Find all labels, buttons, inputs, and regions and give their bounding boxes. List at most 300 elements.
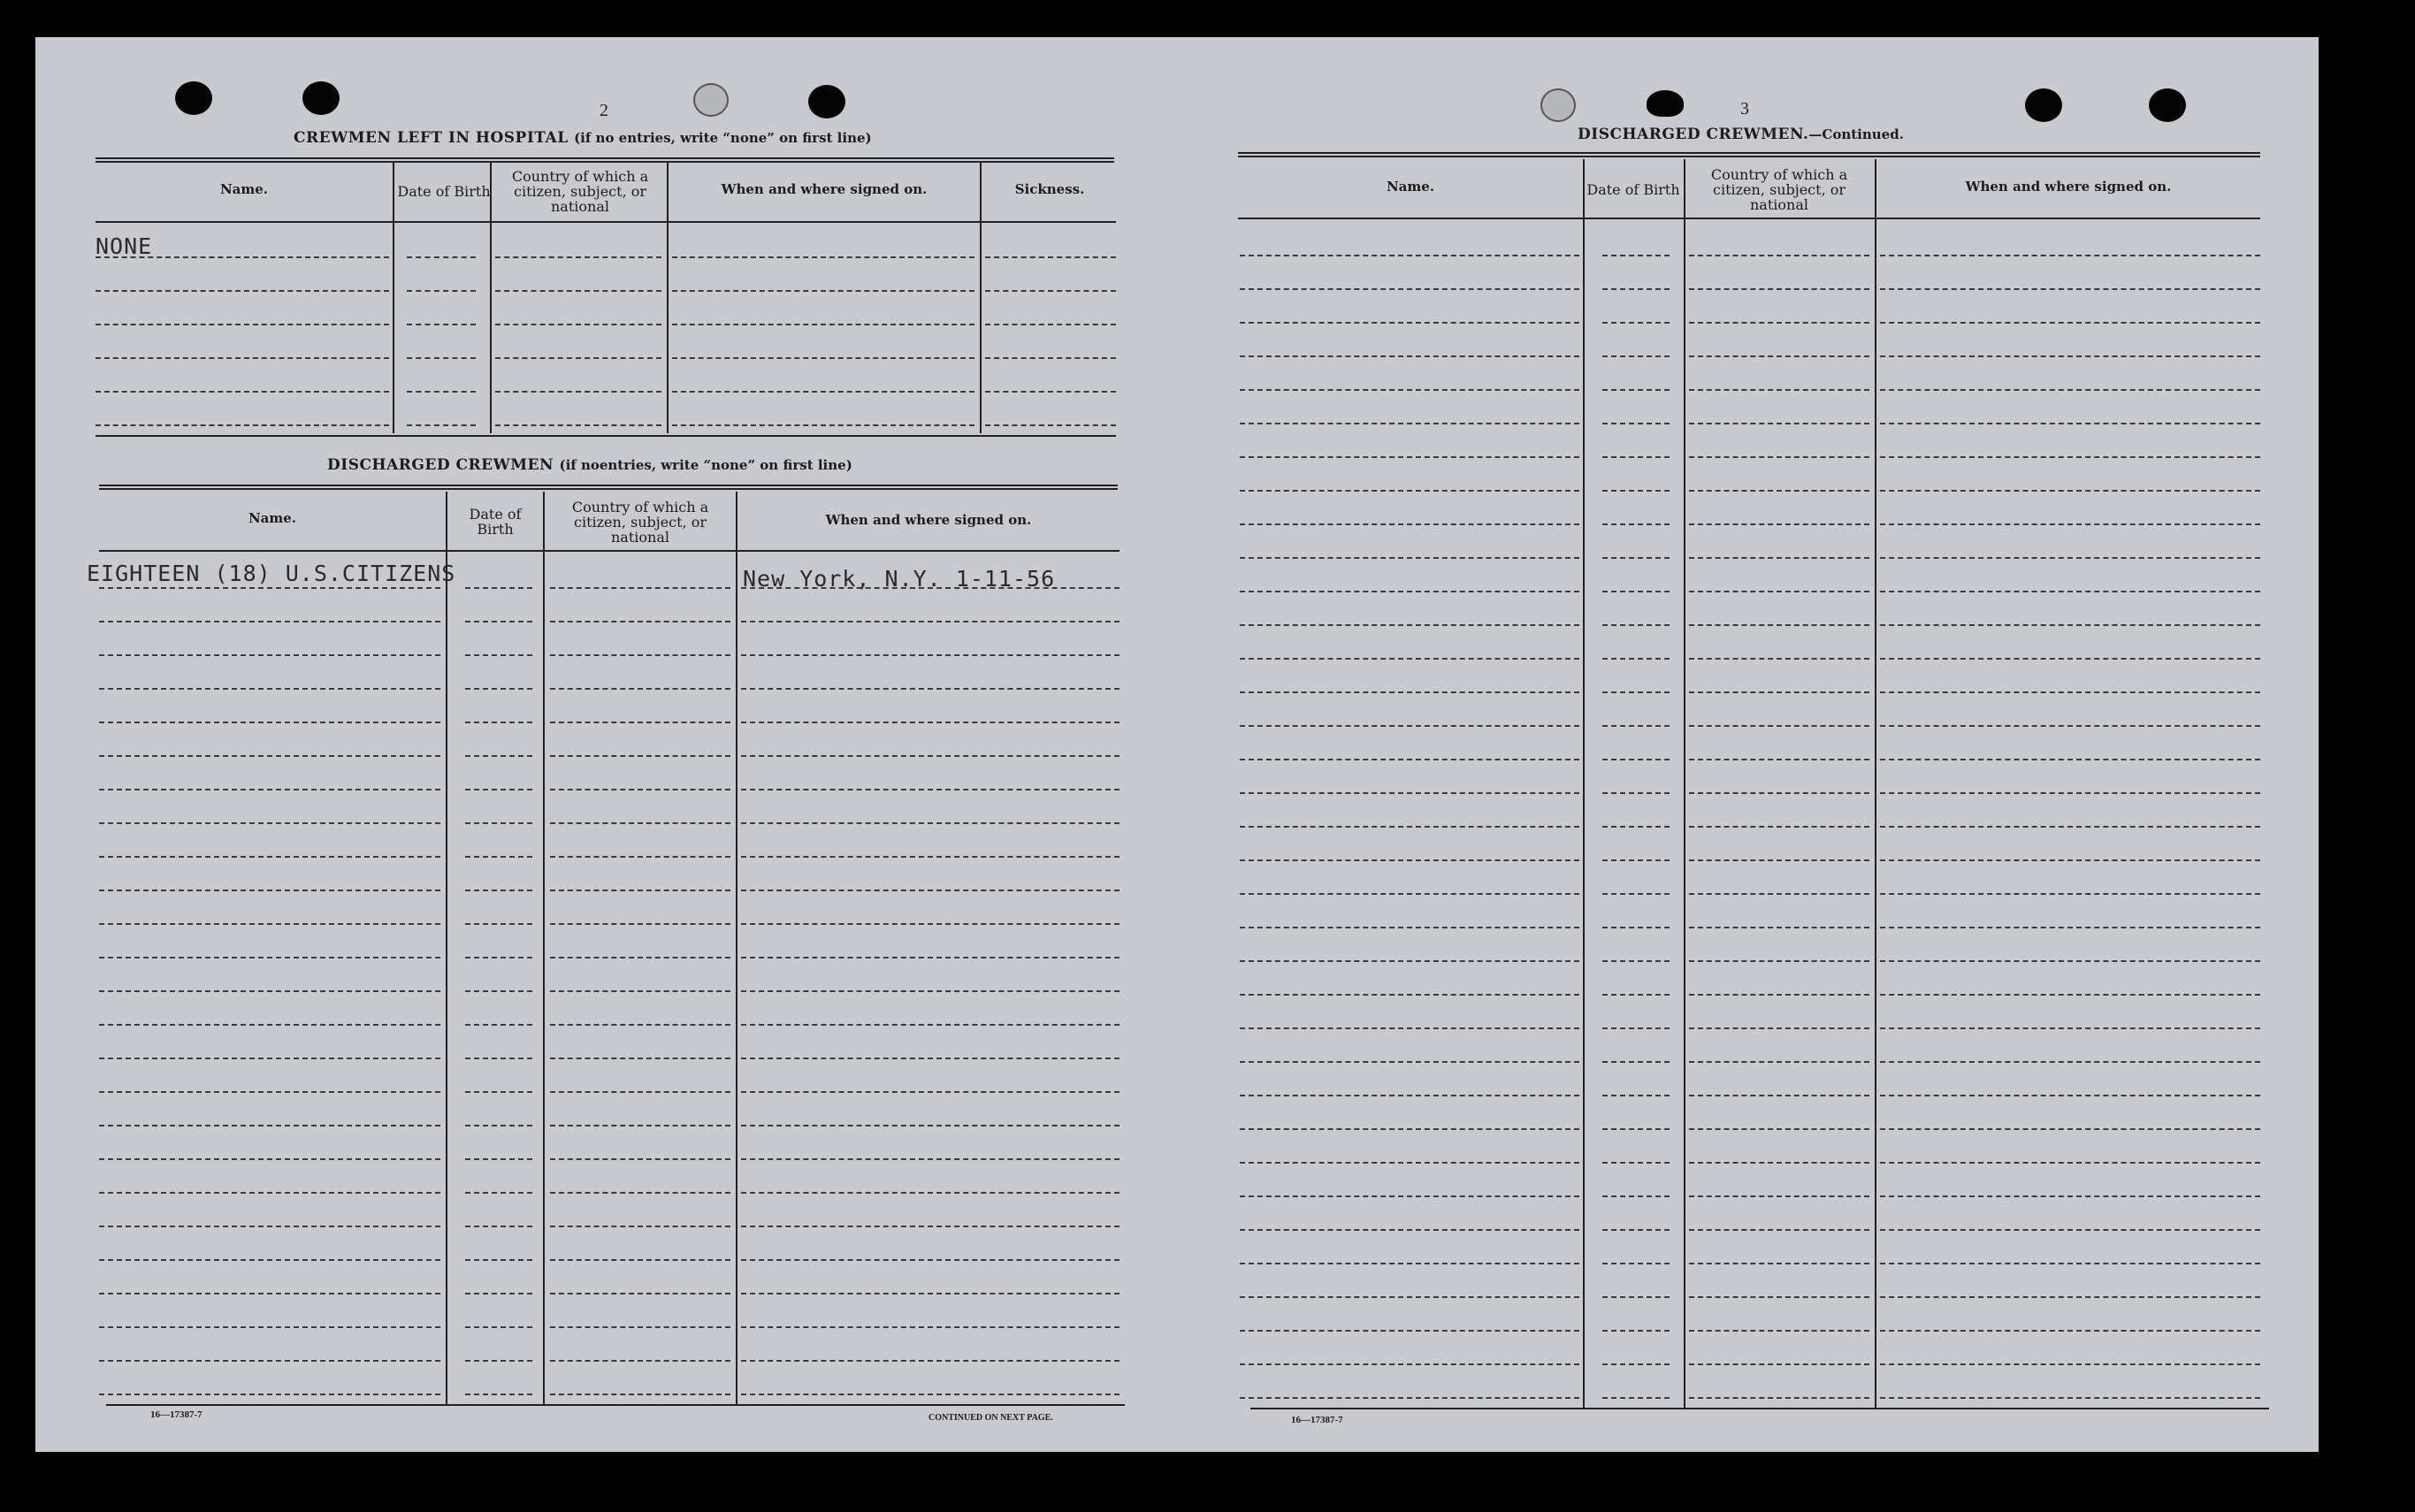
entry-line (1880, 389, 2260, 391)
entry-line (1689, 423, 1869, 424)
entry-line (1880, 658, 2260, 660)
entry-line (1689, 1128, 1869, 1130)
entry-line (1880, 456, 2260, 458)
entry-line (1602, 1397, 1670, 1399)
entry-line (1689, 792, 1869, 794)
entry-line (1240, 1397, 1579, 1399)
entry-line (465, 856, 532, 858)
continued-divider (1583, 159, 1585, 1409)
entry-line (1602, 1363, 1670, 1365)
entry-line (1880, 523, 2260, 525)
entry-line (96, 391, 389, 393)
entry-line (1240, 859, 1579, 861)
entry-line (1689, 255, 1869, 256)
hospital-bottom-rule (96, 435, 1116, 437)
entry-line (99, 1024, 440, 1026)
entry-line (465, 1058, 532, 1059)
entry-line (741, 923, 1120, 925)
entry-line (550, 990, 730, 992)
entry-line (1240, 490, 1579, 492)
entry-line (99, 621, 440, 622)
entry-line (99, 1226, 440, 1227)
entry-line (550, 1293, 730, 1294)
entry-line (465, 1091, 532, 1093)
entry-line (465, 688, 532, 690)
entry-line (1240, 826, 1579, 828)
entry-line (672, 324, 974, 325)
entry-line (741, 722, 1120, 723)
entry-line (741, 822, 1120, 824)
entry-line (1689, 389, 1869, 391)
entry-line (1880, 288, 2260, 290)
entry-line (550, 1394, 730, 1395)
hospital-entry-name: NONE (96, 233, 153, 259)
entry-line (741, 990, 1120, 992)
entry-line (465, 1125, 532, 1126)
hospital-title: CREWMEN LEFT IN HOSPITAL (294, 129, 569, 147)
entry-line (1689, 1330, 1869, 1332)
entry-line (1240, 1128, 1579, 1130)
entry-line (1602, 389, 1670, 391)
entry-line (1602, 355, 1670, 357)
entry-line (495, 424, 661, 426)
entry-line (741, 1394, 1120, 1395)
entry-line (741, 1091, 1120, 1093)
continued-col-dob: Date of Birth (1586, 180, 1680, 198)
entry-line (99, 1091, 440, 1093)
entry-line (99, 688, 440, 690)
entry-line (1602, 288, 1670, 290)
entry-line (741, 1326, 1120, 1328)
discharged-section-title (327, 456, 852, 474)
entry-line (1602, 1162, 1670, 1164)
right-form-number: 16—17387-7 (1291, 1415, 1343, 1425)
entry-line (550, 1226, 730, 1227)
entry-line (1602, 490, 1670, 492)
entry-line (1880, 1128, 2260, 1130)
entry-line (1240, 624, 1579, 626)
entry-line (741, 1360, 1120, 1362)
continued-col-signed-on: When and where signed on. (1965, 179, 2172, 195)
entry-line (550, 1259, 730, 1261)
entry-line (465, 1394, 532, 1395)
entry-line (99, 654, 440, 656)
entry-line (1240, 389, 1579, 391)
entry-line (1240, 927, 1579, 928)
entry-line (1689, 725, 1869, 727)
entry-line (1689, 960, 1869, 962)
hospital-header-rule (96, 221, 1116, 223)
punch-hole (2149, 88, 2186, 122)
entry-line (99, 755, 440, 757)
continued-col-country: Country of which a citizen, subject, or national (1710, 165, 1848, 213)
entry-line (1602, 859, 1670, 861)
entry-line (407, 357, 476, 359)
entry-line (550, 957, 730, 958)
entry-line (741, 789, 1120, 790)
entry-line (550, 1360, 730, 1362)
entry-line (1880, 759, 2260, 760)
form-sheet (35, 37, 2319, 1452)
entry-line (1689, 624, 1869, 626)
entry-line (465, 1192, 532, 1194)
entry-line (1689, 456, 1869, 458)
entry-line (550, 1125, 730, 1126)
continued-bottom-rule (1250, 1408, 2269, 1409)
hospital-col-name: Name. (219, 181, 269, 197)
entry-line (1880, 893, 2260, 895)
page-number-right: 3 (1740, 99, 1749, 118)
entry-line (1689, 859, 1869, 861)
entry-line (1240, 591, 1579, 592)
entry-line (1880, 960, 2260, 962)
discharged-top-rule (99, 485, 1118, 490)
entry-line (465, 1259, 532, 1261)
entry-line (1240, 1229, 1579, 1231)
entry-line (96, 357, 389, 359)
entry-line (550, 621, 730, 622)
entry-line (1689, 759, 1869, 760)
entry-line (550, 923, 730, 925)
hospital-col-signed-on: When and where signed on. (721, 181, 928, 197)
entry-line (1602, 557, 1670, 559)
entry-line (99, 1125, 440, 1126)
entry-line (99, 957, 440, 958)
entry-line (1689, 1095, 1869, 1096)
entry-line (985, 357, 1116, 359)
entry-line (1880, 624, 2260, 626)
entry-line (1602, 1128, 1670, 1130)
entry-line (99, 1293, 440, 1294)
entry-line (1689, 557, 1869, 559)
hospital-note: (if no entries, write “none” on first line) (574, 130, 872, 146)
entry-line (99, 587, 440, 589)
entry-line (407, 256, 476, 258)
entry-line (1689, 691, 1869, 693)
entry-line (672, 424, 974, 426)
entry-line (1880, 355, 2260, 357)
entry-line (672, 391, 974, 393)
left-form-number: 16—17387-7 (150, 1409, 203, 1420)
entry-line (465, 990, 532, 992)
entry-line (495, 357, 661, 359)
entry-line (1602, 1229, 1670, 1231)
entry-line (985, 391, 1116, 393)
entry-line (465, 1293, 532, 1294)
entry-line (1689, 322, 1869, 324)
entry-line (1240, 658, 1579, 660)
entry-line (1240, 893, 1579, 895)
entry-line (1880, 1229, 2260, 1231)
entry-line (985, 324, 1116, 325)
entry-line (96, 290, 389, 292)
entry-line (407, 424, 476, 426)
entry-line (1240, 557, 1579, 559)
entry-line (1602, 927, 1670, 928)
entry-line (1602, 658, 1670, 660)
entry-line (1240, 456, 1579, 458)
entry-line (465, 1360, 532, 1362)
entry-line (1689, 1363, 1869, 1365)
page-number-left: 2 (600, 101, 608, 120)
entry-line (1602, 1330, 1670, 1332)
entry-line (1689, 994, 1869, 996)
entry-line (1240, 355, 1579, 357)
entry-line (1689, 893, 1869, 895)
continued-top-rule (1238, 152, 2260, 157)
entry-line (1880, 994, 2260, 996)
entry-line (1880, 423, 2260, 424)
entry-line (1602, 456, 1670, 458)
entry-line (1602, 591, 1670, 592)
continued-divider (1875, 159, 1876, 1409)
entry-line (1240, 1363, 1579, 1365)
entry-line (1240, 691, 1579, 693)
entry-line (550, 1091, 730, 1093)
entry-line (465, 789, 532, 790)
entry-line (550, 722, 730, 723)
entry-line (550, 1326, 730, 1328)
entry-line (1880, 1363, 2260, 1365)
entry-line (465, 957, 532, 958)
hospital-divider (980, 163, 982, 433)
entry-line (1240, 423, 1579, 424)
entry-line (1602, 960, 1670, 962)
entry-line (1880, 1061, 2260, 1063)
entry-line (1689, 355, 1869, 357)
entry-line (1880, 725, 2260, 727)
punch-hole (302, 81, 340, 115)
entry-line (1240, 255, 1579, 256)
entry-line (550, 789, 730, 790)
discharged-title: DISCHARGED CREWMEN (327, 456, 554, 474)
entry-line (1880, 1095, 2260, 1096)
entry-line (99, 890, 440, 891)
entry-line (1602, 1027, 1670, 1029)
discharged-divider (446, 492, 447, 1406)
entry-line (741, 890, 1120, 891)
entry-line (99, 722, 440, 723)
entry-line (550, 755, 730, 757)
entry-line (465, 722, 532, 723)
entry-line (672, 290, 974, 292)
entry-line (407, 324, 476, 325)
discharged-entry-name: EIGHTEEN (18) U.S.CITIZENS (87, 561, 456, 586)
entry-line (1602, 1195, 1670, 1197)
entry-line (1602, 1061, 1670, 1063)
continued-divider (1684, 159, 1685, 1409)
discharged-note: (if noentries, write “none” on first line) (559, 457, 852, 473)
discharged-divider (543, 492, 545, 1406)
continued-note: CONTINUED ON NEXT PAGE. (929, 1413, 1053, 1423)
entry-line (741, 957, 1120, 958)
entry-line (1602, 1095, 1670, 1096)
entry-line (550, 890, 730, 891)
entry-line (550, 1192, 730, 1194)
entry-line (1602, 826, 1670, 828)
hospital-section-title (294, 129, 872, 147)
entry-line (672, 357, 974, 359)
entry-line (1602, 792, 1670, 794)
entry-line (1880, 557, 2260, 559)
discharged-bottom-rule (106, 1404, 1125, 1406)
entry-line (1602, 725, 1670, 727)
entry-line (1880, 591, 2260, 592)
entry-line (550, 688, 730, 690)
entry-line (1880, 691, 2260, 693)
entry-line (465, 1024, 532, 1026)
entry-line (407, 290, 476, 292)
entry-line (99, 990, 440, 992)
entry-line (1880, 1263, 2260, 1264)
entry-line (1880, 826, 2260, 828)
entry-line (1880, 1296, 2260, 1298)
entry-line (741, 1158, 1120, 1160)
entry-line (1689, 591, 1869, 592)
discharged-col-name: Name. (248, 510, 297, 526)
discharged-col-signed-on: When and where signed on. (825, 512, 1032, 528)
entry-line (1240, 523, 1579, 525)
entry-line (1240, 288, 1579, 290)
entry-line (1240, 792, 1579, 794)
entry-line (1240, 759, 1579, 760)
entry-line (1689, 490, 1869, 492)
entry-line (99, 1360, 440, 1362)
torn-punch-hole (693, 83, 729, 117)
entry-line (1240, 322, 1579, 324)
entry-line (1689, 927, 1869, 928)
entry-line (1880, 859, 2260, 861)
entry-line (1880, 1330, 2260, 1332)
entry-line (99, 1192, 440, 1194)
entry-line (1602, 423, 1670, 424)
torn-punch-hole (1540, 88, 1576, 122)
entry-line (1240, 1027, 1579, 1029)
entry-line (741, 1024, 1120, 1026)
hospital-divider (667, 163, 669, 433)
hospital-col-sickness: Sickness. (1014, 181, 1085, 197)
entry-line (1240, 1330, 1579, 1332)
entry-line (465, 1226, 532, 1227)
entry-line (99, 1326, 440, 1328)
entry-line (1689, 1263, 1869, 1264)
hospital-col-dob: Date of Birth (397, 182, 491, 200)
hospital-col-country: Country of which a citizen, subject, or national (511, 167, 649, 215)
entry-line (1602, 691, 1670, 693)
entry-line (99, 1158, 440, 1160)
hospital-divider (490, 163, 492, 433)
entry-line (550, 822, 730, 824)
entry-line (1880, 1195, 2260, 1197)
continued-section-title (1578, 126, 1904, 143)
entry-line (550, 1158, 730, 1160)
entry-line (985, 424, 1116, 426)
entry-line (1240, 994, 1579, 996)
entry-line (1240, 725, 1579, 727)
entry-line (1240, 1095, 1579, 1096)
entry-line (1880, 322, 2260, 324)
entry-line (99, 923, 440, 925)
entry-line (99, 1058, 440, 1059)
punch-hole (2025, 88, 2062, 122)
entry-line (985, 256, 1116, 258)
entry-line (465, 923, 532, 925)
entry-line (1689, 523, 1869, 525)
entry-line (550, 856, 730, 858)
entry-line (1880, 792, 2260, 794)
entry-line (1689, 1195, 1869, 1197)
entry-line (1880, 490, 2260, 492)
entry-line (495, 391, 661, 393)
entry-line (96, 324, 389, 325)
entry-line (1689, 658, 1869, 660)
continued-title: DISCHARGED CREWMEN. (1578, 126, 1809, 143)
entry-line (1240, 1061, 1579, 1063)
entry-line (465, 890, 532, 891)
discharged-divider (736, 492, 737, 1406)
entry-line (1689, 826, 1869, 828)
entry-line (1602, 624, 1670, 626)
entry-line (741, 1192, 1120, 1194)
entry-line (1602, 994, 1670, 996)
entry-line (1689, 1162, 1869, 1164)
punch-hole (808, 85, 845, 118)
entry-line (465, 822, 532, 824)
punch-hole (1647, 90, 1684, 117)
entry-line (550, 654, 730, 656)
entry-line (1602, 255, 1670, 256)
entry-line (741, 654, 1120, 656)
entry-line (495, 324, 661, 325)
entry-line (741, 755, 1120, 757)
continued-title-suffix: —Continued. (1808, 126, 1904, 142)
entry-line (465, 654, 532, 656)
entry-line (1602, 523, 1670, 525)
entry-line (1880, 1162, 2260, 1164)
entry-line (1689, 1061, 1869, 1063)
entry-line (1689, 1229, 1869, 1231)
entry-line (96, 424, 389, 426)
entry-line (1689, 1027, 1869, 1029)
entry-line (495, 256, 661, 258)
entry-line (1880, 1397, 2260, 1399)
entry-line (465, 755, 532, 757)
entry-line (741, 856, 1120, 858)
entry-line (1689, 1296, 1869, 1298)
entry-line (495, 290, 661, 292)
entry-line (1240, 1296, 1579, 1298)
entry-line (465, 1158, 532, 1160)
entry-line (99, 1394, 440, 1395)
entry-line (465, 587, 532, 589)
entry-line (1240, 960, 1579, 962)
continued-header-rule (1238, 218, 2260, 219)
entry-line (672, 256, 974, 258)
entry-line (1689, 1397, 1869, 1399)
entry-line (99, 856, 440, 858)
discharged-entry-signed-on: New York, N.Y. 1-11-56 (743, 566, 1056, 592)
continued-col-name: Name. (1386, 179, 1435, 195)
entry-line (1880, 927, 2260, 928)
discharged-col-country: Country of which a citizen, subject, or national (571, 498, 709, 546)
entry-line (1602, 322, 1670, 324)
entry-line (550, 1024, 730, 1026)
entry-line (1240, 1263, 1579, 1264)
entry-line (99, 822, 440, 824)
entry-line (465, 621, 532, 622)
entry-line (1602, 759, 1670, 760)
entry-line (550, 1058, 730, 1059)
